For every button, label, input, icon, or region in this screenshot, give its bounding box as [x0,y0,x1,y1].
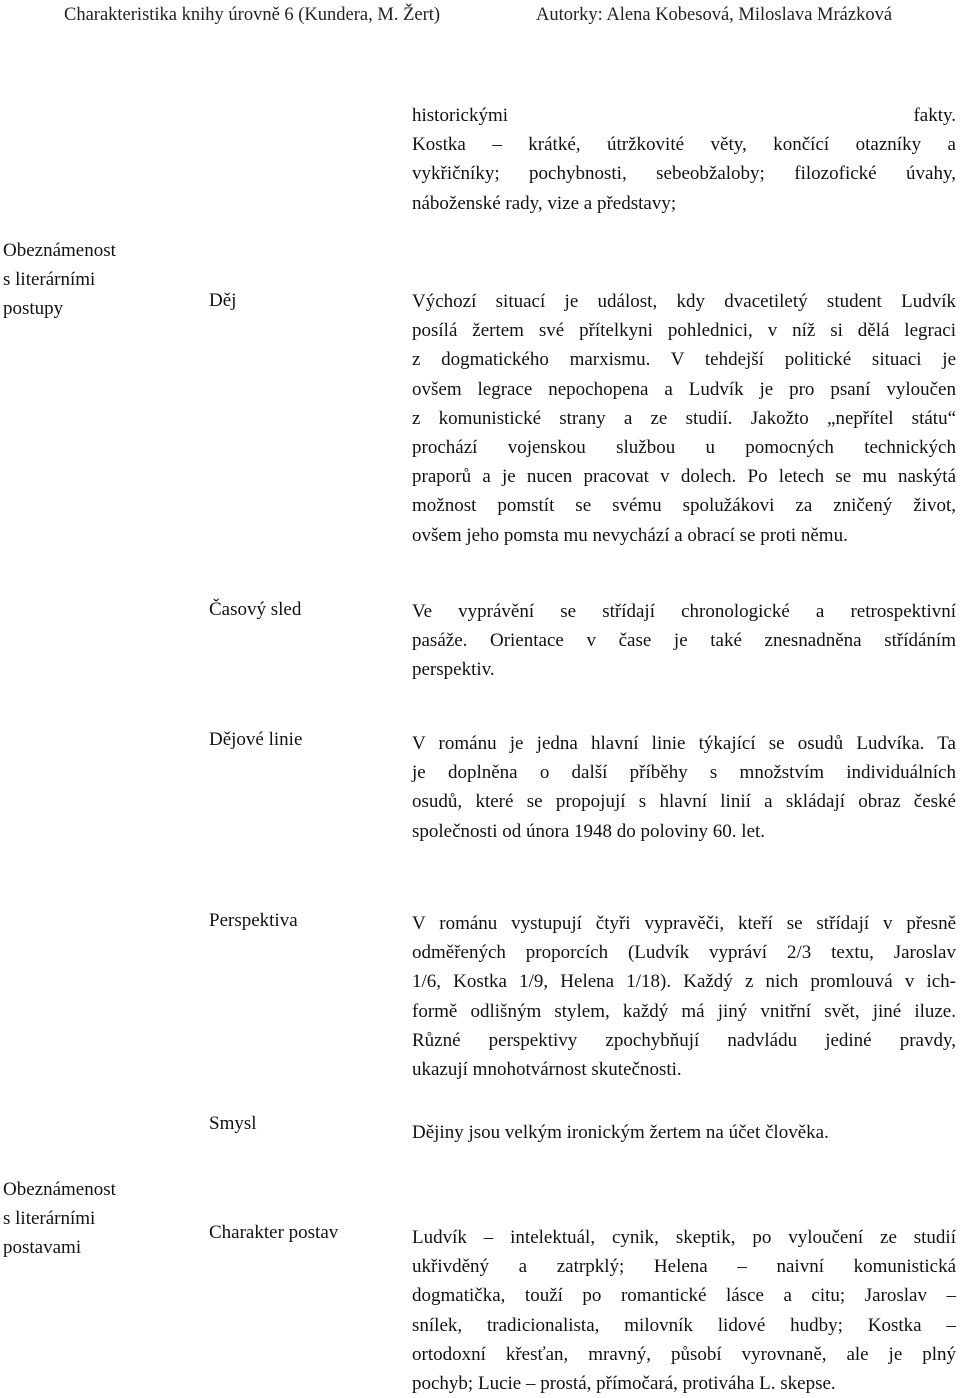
section-postavy [3,1175,183,1262]
text-line: odměřených proporcích (Ludvík vypráví 2/3 textu, Jaroslav [412,942,956,964]
header-title: Charakteristika knihy úrovně 6 (Kundera, M. Žert) [64,5,441,25]
text-charakter-postav [412,1223,956,1398]
text-line: možnost pomstít se svému spolužákovi za zničený život, [412,495,956,517]
text-line: praporů a je nucen pracovat v dolech. Po letech se mu naskýtá [412,466,956,488]
text-line: ukazují mnohotvárnost skutečnosti. [412,1058,682,1080]
text-line: Různé perspektivy zpochybňují nadvládu jediné pravdy, [412,1029,956,1051]
section-line: s literárními [3,1208,96,1229]
intro-line: historickými fakty. [412,105,956,126]
text-line: pasáže. Orientace v čase je také znesnadněna střídáním [412,630,956,652]
text-line: ovšem jeho pomsta mu nevychází a obrací se proti němu. [412,524,848,546]
label-smysl: Smysl [209,1113,257,1134]
intro-line: náboženské rady, vize a představy; [412,192,677,214]
section-line: postupy [3,298,64,319]
text-line: Ve vyprávění se střídají chronologické a retrospektivní [412,601,956,622]
text-line: V románu je jedna hlavní linie týkající se osudů Ludvíka. Ta [412,733,956,754]
header-authors: Autorky: Alena Kobesová, Miloslava Mrázková [536,5,893,25]
intro-line: Kostka – krátké, útržkovité věty, končící otazníky a [412,134,956,156]
text-line: ortodoxní křesťan, mravný, působí vyrovnaně, ale je plný [412,1343,956,1365]
section-line: Obeznámenost [3,240,116,261]
section-postupy [3,236,183,323]
label-perspektiva: Perspektiva [209,910,298,931]
text-dej [412,287,956,550]
text-line: Výchozí situací je událost, kdy dvacetiletý student Ludvík [412,291,956,312]
label-dej: Děj [209,290,237,311]
text-line: prochází vojenskou službou u pomocných technických [412,436,956,458]
text-casovy-sled [412,597,956,685]
text-line: osudů, které se propojují s hlavní linií a skládají obraz české [412,791,956,813]
text-line: formě odlišným stylem, každý má jiný vnitřní svět, jiné iluze. [412,1000,956,1022]
label-casovy-sled: Časový sled [209,599,302,620]
text-perspektiva [412,909,956,1084]
text-line: je doplněna o další příběhy s množstvím individuálních [412,762,956,784]
intro-line: vykřičníky; pochybnosti, sebeobžaloby; filozofické úvahy, [412,163,956,185]
text-line: 1/6, Kostka 1/9, Helena 1/18). Každý z nich promlouvá v ich- [412,971,956,993]
section-line: s literárními [3,269,96,290]
text-line: z komunistické strany a ze studií. Jakožto „nepřítel státu“ [412,407,956,429]
text-line: Dějiny jsou velkým ironickým žertem na účet člověka. [412,1122,829,1143]
text-dejove-linie [412,729,956,846]
text-line: perspektiv. [412,659,495,681]
text-line: posílá žertem své přítelkyni pohlednici, v níž si dělá legraci [412,320,956,342]
text-line: dogmatička, touží po romantické lásce a citu; Jaroslav – [412,1285,956,1307]
label-dejove-linie: Dějové linie [209,729,303,750]
text-line: ovšem legrace nepochopena a Ludvík je pro psaní vyloučen [412,378,956,400]
text-line: Ludvík – intelektuál, cynik, skeptik, po vyloučení ze studií [412,1227,956,1248]
section-line: Obeznámenost [3,1179,116,1200]
text-smysl [412,1118,956,1147]
intro-text [412,101,956,218]
section-line: postavami [3,1237,82,1258]
text-line: pochyb; Lucie – prostá, přímočará, protiváha L. skepse. [412,1372,836,1394]
text-line: ukřivděný a zatrpklý; Helena – naivní komunistická [412,1256,956,1278]
text-line: z dogmatického marxismu. V tehdejší politické situaci je [412,349,956,371]
page-header [0,5,960,29]
text-line: snílek, tradicionalista, milovník lidové hudby; Kostka – [412,1314,956,1336]
text-line: V románu vystupují čtyři vypravěči, kteří se střídají v přesně [412,913,956,934]
text-line: společnosti od února 1948 do poloviny 60. let. [412,820,766,842]
label-charakter-postav: Charakter postav [209,1222,339,1243]
